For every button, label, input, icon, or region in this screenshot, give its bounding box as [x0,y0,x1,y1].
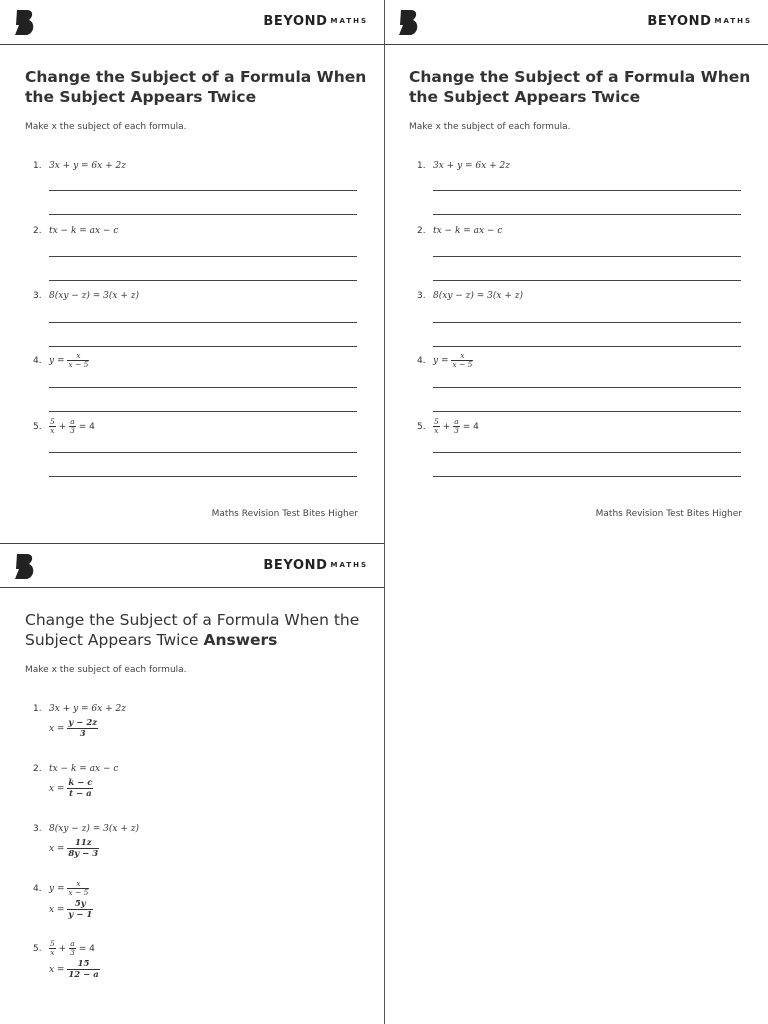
answer-line[interactable] [49,256,357,257]
answer-line[interactable] [433,280,741,281]
answer-line[interactable] [433,346,741,347]
answer-line[interactable] [49,452,357,453]
answer-line[interactable] [49,280,357,281]
worksheet-header [384,0,768,45]
footer-text: Maths Revision Test Bites Higher [211,509,358,519]
brand-wordmark: BEYOND MATHS [263,558,368,573]
question-3: 3. 8(xy − z) = 3(x + z) [33,291,140,301]
question-5: 5. $\frac{5}{x}$ + $\frac{a}{3}$ = 4 [417,417,479,435]
answer-line[interactable] [433,452,741,453]
question-4: 4. y = $\frac{x}{x - 5}$ [417,351,473,369]
answer-line[interactable] [433,190,741,191]
answer-line[interactable] [433,256,741,257]
answer-line[interactable] [49,476,357,477]
question-1: 1. 3x + y = 6x + 2z [417,161,510,171]
beyond-logo-icon [14,553,36,581]
answers-panel [0,543,384,1024]
instruction-text: Make x the subject of each formula. [25,122,187,132]
answer-1: x = $\frac{y - 2z}{3}$ [49,718,98,739]
footer-text: Maths Revision Test Bites Higher [595,509,742,519]
answer-4: x = $\frac{5y}{y - 1}$ [49,899,93,920]
answer-line[interactable] [433,214,741,215]
answers-title: Change the Subject of a Formula When the Subject Appears Twice Answers [25,611,360,649]
answer-3: x = $\frac{11z}{8y - 3}$ [49,838,99,859]
instruction-text: Make x the subject of each formula. [409,122,571,132]
question-2: 2. tx − k = ax − c [33,764,119,774]
answer-line[interactable] [49,346,357,347]
worksheet-panel-1 [0,0,384,543]
answer-line[interactable] [49,322,357,323]
question-1: 1. 3x + y = 6x + 2z [33,161,126,171]
answer-line[interactable] [433,476,741,477]
question-4: 4. y = $\frac{x}{x - 5}$ [33,879,89,897]
answer-line[interactable] [49,411,357,412]
question-4: 4. y = $\frac{x}{x - 5}$ [33,351,89,369]
answer-line[interactable] [433,387,741,388]
worksheet-header [0,0,384,45]
answer-line[interactable] [433,411,741,412]
instruction-text: Make x the subject of each formula. [25,665,187,675]
beyond-logo-icon [14,9,36,37]
page-title: Change the Subject of a Formula When the Subject Appears Twice [25,68,367,106]
worksheet-panel-2 [384,0,768,543]
question-1: 1. 3x + y = 6x + 2z [33,704,126,714]
answer-line[interactable] [49,190,357,191]
answer-2: x = $\frac{k - c}{t - a}$ [49,778,93,799]
question-3: 3. 8(xy − z) = 3(x + z) [417,291,524,301]
brand-wordmark: BEYOND MATHS [647,14,752,29]
answer-line[interactable] [49,387,357,388]
answer-line[interactable] [49,214,357,215]
brand-wordmark: BEYOND MATHS [263,14,368,29]
answer-line[interactable] [433,322,741,323]
question-5: 5. $\frac{5}{x}$ + $\frac{a}{3}$ = 4 [33,417,95,435]
beyond-logo-icon [398,9,420,37]
question-3: 3. 8(xy − z) = 3(x + z) [33,824,140,834]
answers-header [0,543,384,588]
page-title: Change the Subject of a Formula When the Subject Appears Twice [409,68,751,106]
answer-5: x = $\frac{15}{12 - a}$ [49,959,99,980]
question-2: 2. tx − k = ax − c [417,226,503,236]
question-2: 2. tx − k = ax − c [33,226,119,236]
question-5: 5. $\frac{5}{x}$ + $\frac{a}{3}$ = 4 [33,939,95,957]
